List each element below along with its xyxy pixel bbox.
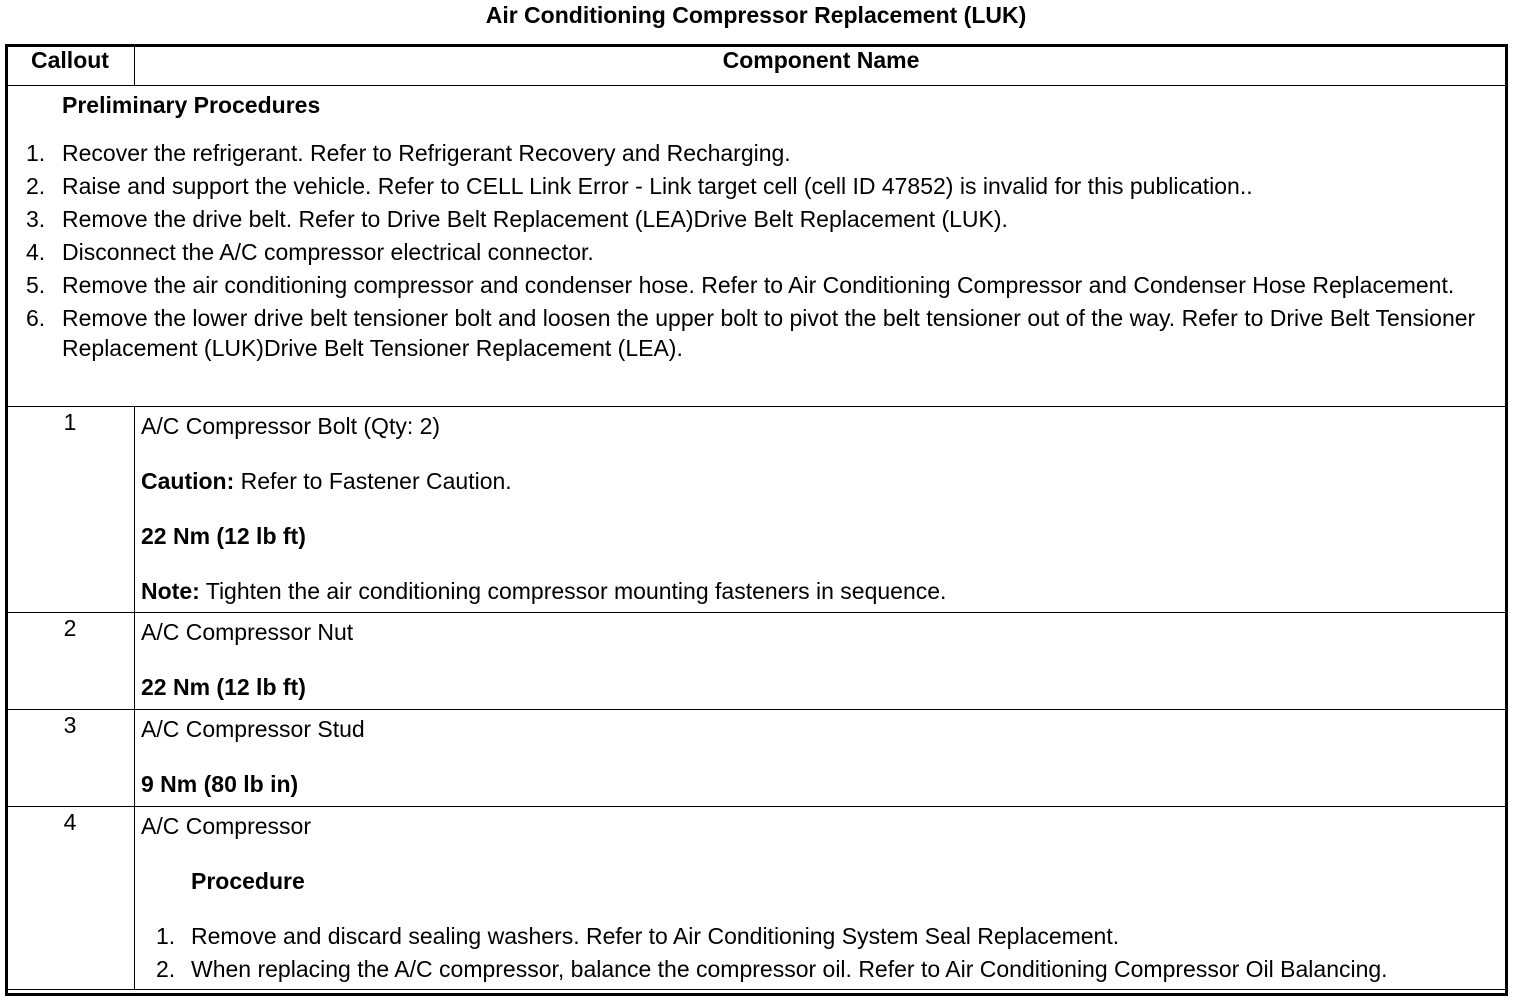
list-item: 1. Recover the refrigerant. Refer to Refrigerant Recovery and Recharging.: [26, 140, 791, 166]
note-text: Note: Tighten the air conditioning compressor mounting fasteners in sequence.: [141, 578, 947, 604]
component-name: A/C Compressor: [141, 813, 311, 839]
component-name: A/C Compressor Stud: [141, 716, 365, 742]
list-item: 2. Raise and support the vehicle. Refer to CELL Link Error - Link target cell (cell ID 47852) is invalid for this publication..: [26, 173, 1253, 199]
torque-spec: 9 Nm (80 lb in): [141, 771, 299, 797]
callout-number: 2: [6, 613, 135, 710]
component-name: A/C Compressor Nut: [141, 619, 354, 645]
page-title: Air Conditioning Compressor Replacement (LUK): [485, 2, 1027, 28]
list-item: 2. When replacing the A/C compressor, balance the compressor oil. Refer to Air Conditioning Compressor Oil Balancing.: [156, 956, 1388, 982]
header-callout: Callout: [6, 45, 135, 86]
header-component-name: Component Name: [135, 45, 1508, 86]
list-item: 5. Remove the air conditioning compressor and condenser hose. Refer to Air Conditioning Compressor and Condenser Hose Replacement.: [26, 272, 1455, 298]
torque-spec: 22 Nm (12 lb ft): [141, 523, 306, 549]
list-item: 3. Remove the drive belt. Refer to Drive Belt Replacement (LEA)Drive Belt Replacement (LUK).: [26, 206, 1008, 232]
list-item: 4. Disconnect the A/C compressor electrical connector.: [26, 239, 594, 265]
procedure-heading: Procedure: [191, 868, 305, 894]
list-item: 6. Remove the lower drive belt tensioner bolt and loosen the upper bolt to pivot the belt tensioner out of the way. Refer to Drive Belt Tensioner Replacement (LUK)Drive Belt Tensioner Replacement (LEA).: [26, 305, 1476, 361]
table-outer-border: [5, 44, 1508, 996]
component-name: A/C Compressor Bolt (Qty: 2): [141, 413, 441, 439]
list-item: 1. Remove and discard sealing washers. Refer to Air Conditioning System Seal Replacement.: [156, 923, 1120, 949]
preliminary-heading: Preliminary Procedures: [62, 92, 321, 118]
callout-number: 4: [6, 807, 135, 990]
caution-text: Caution: Refer to Fastener Caution.: [141, 468, 512, 494]
torque-spec: 22 Nm (12 lb ft): [141, 674, 306, 700]
callout-number: 3: [6, 710, 135, 807]
callout-number: 1: [6, 407, 135, 613]
